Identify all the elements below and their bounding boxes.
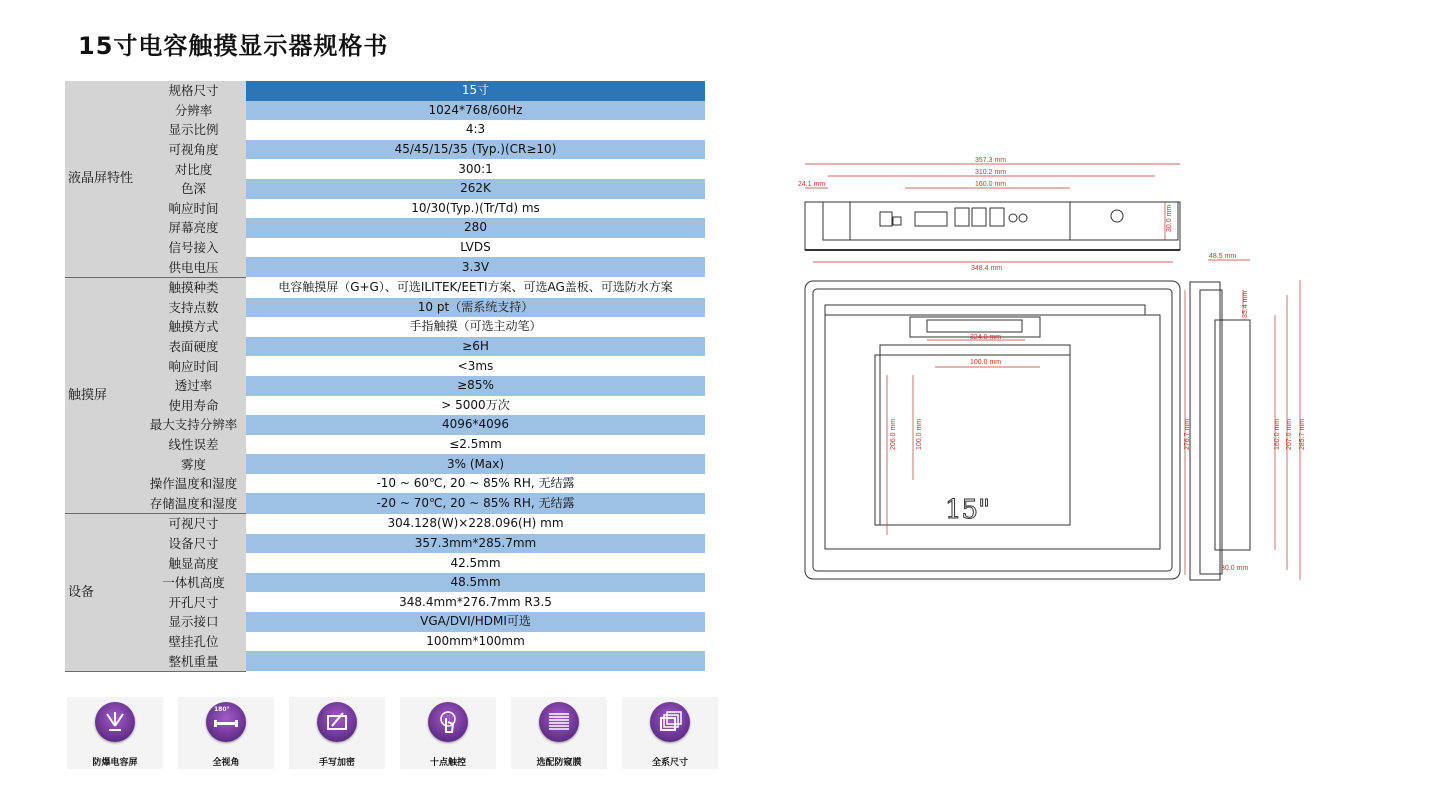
spec-key: 信号接入 [141, 238, 246, 258]
spec-key: 透过率 [141, 376, 246, 396]
dim-top-left: 24.1 mm [798, 181, 826, 188]
spec-value: 15寸 [246, 81, 705, 101]
dim-bracket-width: 324.0 mm [970, 334, 1002, 341]
spec-row [65, 493, 705, 513]
spec-row [65, 553, 705, 573]
spec-row [65, 376, 705, 396]
spec-value: 3% (Max) [246, 454, 705, 474]
spec-key: 支持点数 [141, 298, 246, 318]
side-view-drawing [1190, 282, 1250, 580]
dim-top-width: 357.3 mm [975, 157, 1007, 164]
spec-value: -10 ~ 60℃, 20 ~ 85% RH, 无结露 [246, 474, 705, 494]
spec-row [65, 651, 705, 671]
spec-row [65, 396, 705, 416]
feature-badge: 180° [214, 706, 230, 713]
spec-key: 对比度 [141, 159, 246, 179]
spec-key: 表面硬度 [141, 337, 246, 357]
spec-value: ≥6H [246, 337, 705, 357]
spec-row [65, 120, 705, 140]
dim-device-height: 285.7 mm [1299, 418, 1306, 450]
spec-value: 304.128(W)×228.096(H) mm [246, 514, 705, 534]
spec-key: 开孔尺寸 [141, 592, 246, 612]
dim-side-depth: 48.5 mm [1209, 253, 1237, 260]
spec-row [65, 534, 705, 554]
spec-value: 262K [246, 179, 705, 199]
spec-row [65, 218, 705, 238]
spec-key: 屏幕亮度 [141, 218, 246, 238]
spec-group-label: 设备 [65, 514, 141, 672]
spec-key: 触显高度 [141, 553, 246, 573]
spec-row [65, 277, 705, 297]
spec-value: ≤2.5mm [246, 435, 705, 455]
spec-value: 280 [246, 218, 705, 238]
spec-value: 42.5mm [246, 553, 705, 573]
all-sizes-icon [650, 702, 690, 742]
spec-value: 48.5mm [246, 573, 705, 593]
spec-row [65, 298, 705, 318]
spec-value: 10/30(Typ.)(Tr/Td) ms [246, 199, 705, 219]
feature-label: 十点触控 [429, 758, 466, 768]
spec-key: 显示接口 [141, 612, 246, 632]
spec-key: 显示比例 [141, 120, 246, 140]
spec-row [65, 474, 705, 494]
dimension-drawing [795, 150, 1315, 590]
spec-key: 色深 [141, 179, 246, 199]
spec-value: 357.3mm*285.7mm [246, 534, 705, 554]
feature-label: 手写加密 [318, 758, 355, 768]
dim-side-bottom: 30.0 mm [1221, 565, 1249, 572]
spec-key: 设备尺寸 [141, 534, 246, 554]
feature-label: 防爆电容屏 [92, 758, 138, 768]
spec-value: 手指触摸（可选主动笔） [246, 317, 705, 337]
spec-value: <3ms [246, 356, 705, 376]
spec-value: 3.3V [246, 257, 705, 277]
spec-key: 响应时间 [141, 356, 246, 376]
spec-key: 整机重量 [141, 651, 246, 671]
spec-value: 300:1 [246, 159, 705, 179]
spec-value: 10 pt（需系统支持） [246, 298, 705, 318]
dim-inner-height: 206.0 mm [890, 418, 897, 450]
page-title: 15寸电容触摸显示器规格书 [78, 32, 389, 60]
spec-row [65, 81, 705, 101]
spec-key: 一体机高度 [141, 573, 246, 593]
top-view-drawing [805, 202, 1180, 250]
spec-row [65, 356, 705, 376]
feature-label: 全系尺寸 [651, 758, 688, 768]
spec-value: 100mm*100mm [246, 632, 705, 652]
spec-key: 供电电压 [141, 257, 246, 277]
dim-side-160: 160.0 mm [1274, 418, 1281, 450]
spec-row [65, 317, 705, 337]
spec-row [65, 238, 705, 258]
spec-row [65, 632, 705, 652]
front-view-drawing [805, 281, 1180, 579]
dim-cutout-height: 276.7 mm [1184, 418, 1191, 450]
spec-value: 4096*4096 [246, 415, 705, 435]
spec-value: > 5000万次 [246, 396, 705, 416]
spec-row [65, 199, 705, 219]
spec-value: ≥85% [246, 376, 705, 396]
spec-row [65, 101, 705, 121]
spec-row [65, 514, 705, 534]
spec-row [65, 159, 705, 179]
dim-side-top: 35.4 mm [1242, 290, 1249, 318]
dim-top-inner: 310.2 mm [975, 169, 1007, 176]
screen-size-label: 15" [945, 495, 991, 525]
feature-icons [65, 697, 705, 769]
dim-cutout-width: 348.4 mm [971, 265, 1003, 272]
spec-row [65, 179, 705, 199]
spec-key: 响应时间 [141, 199, 246, 219]
spec-row [65, 140, 705, 160]
spec-value: LVDS [246, 238, 705, 258]
spec-row [65, 435, 705, 455]
spec-row [65, 592, 705, 612]
spec-key: 可视角度 [141, 140, 246, 160]
spec-value: -20 ~ 70℃, 20 ~ 85% RH, 无结露 [246, 493, 705, 513]
spec-key: 分辨率 [141, 101, 246, 121]
spec-key: 触摸方式 [141, 317, 246, 337]
spec-value [246, 651, 705, 671]
spec-key: 使用寿命 [141, 396, 246, 416]
dim-vesa-width: 100.0 mm [970, 359, 1002, 366]
spec-group-label: 液晶屏特性 [65, 81, 141, 277]
spec-key: 规格尺寸 [141, 81, 246, 101]
spec-value: 电容触摸屏（G+G）、可选ILITEK/EETI方案、可选AG盖板、可选防水方案 [246, 277, 705, 297]
spec-row [65, 257, 705, 277]
multi-touch-icon [428, 702, 468, 742]
dim-side-207: 207.0 mm [1286, 418, 1293, 450]
spec-key: 存储温度和湿度 [141, 493, 246, 513]
spec-row [65, 337, 705, 357]
spec-group-label: 触摸屏 [65, 277, 141, 513]
spec-key: 触摸种类 [141, 277, 246, 297]
spec-key: 雾度 [141, 454, 246, 474]
spec-key: 可视尺寸 [141, 514, 246, 534]
spec-row [65, 573, 705, 593]
explosion-proof-icon [95, 702, 135, 742]
spec-key: 线性误差 [141, 435, 246, 455]
spec-key: 操作温度和湿度 [141, 474, 246, 494]
spec-value: VGA/DVI/HDMI可选 [246, 612, 705, 632]
dim-top-height: 30.0 mm [1166, 204, 1173, 232]
spec-key: 壁挂孔位 [141, 632, 246, 652]
spec-table [65, 81, 705, 672]
spec-key: 最大支持分辨率 [141, 415, 246, 435]
feature-label: 全视角 [212, 758, 240, 768]
privacy-film-icon [539, 702, 579, 742]
spec-value: 4:3 [246, 120, 705, 140]
spec-value: 348.4mm*276.7mm R3.5 [246, 592, 705, 612]
spec-value: 45/45/15/35 (Typ.)(CR≥10) [246, 140, 705, 160]
spec-row [65, 454, 705, 474]
feature-label: 选配防窥膜 [536, 758, 582, 768]
handwriting-icon [317, 702, 357, 742]
spec-value: 1024*768/60Hz [246, 101, 705, 121]
spec-row [65, 612, 705, 632]
dim-vesa-height: 100.0 mm [916, 418, 923, 450]
spec-row [65, 415, 705, 435]
dim-top-center: 160.0 mm [975, 181, 1007, 188]
